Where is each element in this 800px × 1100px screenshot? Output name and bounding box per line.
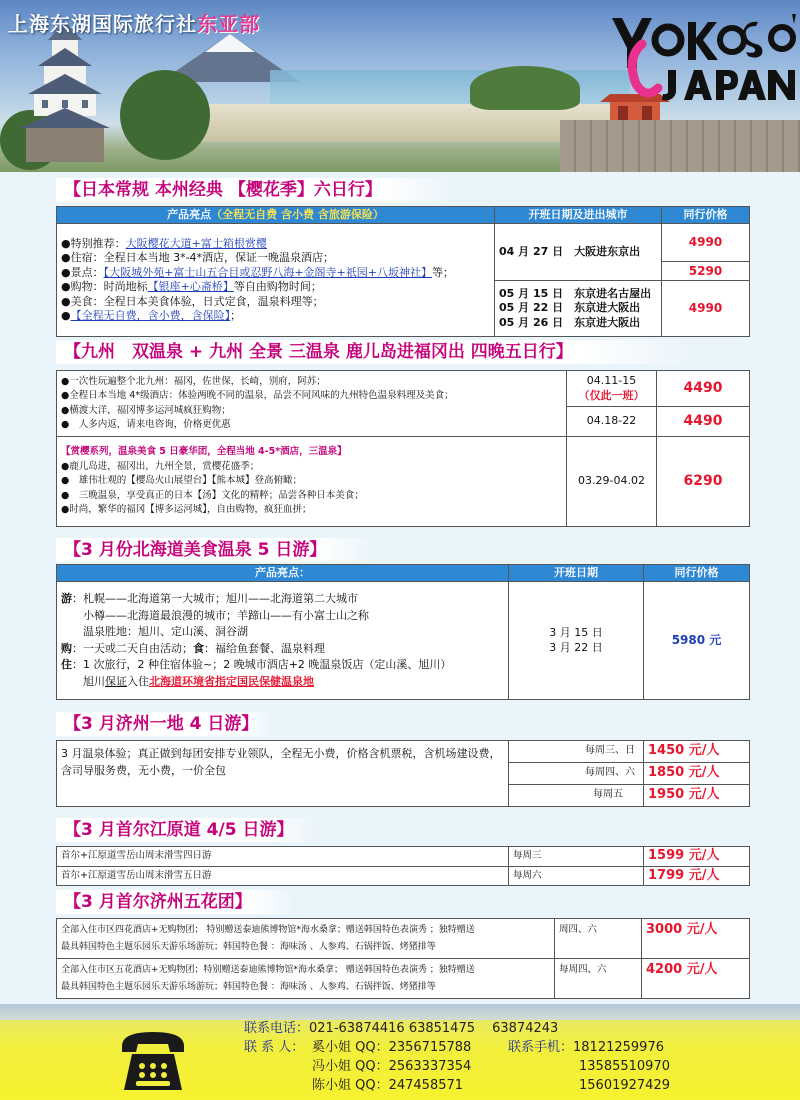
yokoso-japan-logo xyxy=(606,8,796,104)
price-cell: 5290 xyxy=(662,262,750,281)
tour-description-cell: 全部入住市区四花酒店+无购物团； 特别赠送泰迪熊博物馆*海水桑拿；赠送韩国特色表演秀 ；独特赠送 最具韩国特色主题乐园乐天游乐场游玩；韩国特色餐 ：海味汤 、人参鸡、石锅拌饭、烤猪排等 xyxy=(57,919,555,959)
jeju-tour-table xyxy=(56,740,750,807)
stone-wall-illustration xyxy=(560,120,800,172)
date-cell: 周四、六 xyxy=(555,919,642,959)
contact-phone-line: 联系电话：021-63874416 63851475 63874243 xyxy=(244,1021,559,1036)
date-cell: 每周四、六 xyxy=(509,763,644,785)
price-cell: 1599 元/人 xyxy=(644,847,750,867)
header-price: 同行价格 xyxy=(644,565,750,582)
table-row xyxy=(57,741,750,763)
highlights-cell: 游：札幌——北海道第一大城市；旭川——北海道第二大城市 小樽——北海道最浪漫的城市；羊蹄山——有小富士山之称 温泉胜地：旭川、定山溪、洞谷湖 购：一天或二天自由活动；食：福给鱼套餐、温泉料理 住：1 次旅行，2 种住宿体验~；2 晚城市酒店+2 晚温泉饭店（定山溪、旭川） 旭川保证入住北海道环境省指定国民保健温泉地 xyxy=(57,582,509,700)
price-cell: 4990 xyxy=(662,281,750,337)
price-cell: 1950 元/人 xyxy=(644,785,750,807)
highlights-cell: ●特别推荐：大阪樱花大道+富士箱根赏樱 ●住宿：全程日本当地 3*-4*酒店，保证一晚温泉酒店； ●景点：【大阪城外苑+富士山五合目或忍野八海+金阁寺+祇园+八坂神社】等； ●购物：时尚地标【银座+心斋桥】等自由购物时间； ●美食：全程日本美食体验，日式定食，温泉料理等； ●【全程无自费，含小费，含保险】； xyxy=(57,224,495,337)
section-title-seoul-jeju: 【3 月首尔济州五花团】 xyxy=(56,890,296,914)
tree-illustration xyxy=(120,70,210,160)
price-cell: 1850 元/人 xyxy=(644,763,750,785)
section-title-kyushu: 【九州 双温泉 + 九州 全景 三温泉 鹿儿岛进福冈出 四晚五日行】 xyxy=(56,340,696,364)
date-cell: 05 月 15 日 东京进名古屋出 05 月 22 日 东京进大阪出 05 月 26 日 东京进大阪出 xyxy=(495,281,662,337)
date-cell: 03.29-04.02 xyxy=(567,437,657,527)
table-row xyxy=(57,847,750,867)
agency-name: 上海东湖国际旅行社 xyxy=(8,12,197,36)
section-title-jeju: 【3 月济州一地 4 日游】 xyxy=(56,712,276,736)
date-cell: 每周四、六 xyxy=(555,959,642,999)
table-header-row xyxy=(57,207,750,224)
section-title-gangwon: 【3 月首尔江原道 4/5 日游】 xyxy=(56,818,316,842)
price-cell: 1799 元/人 xyxy=(644,866,750,886)
price-cell: 4990 xyxy=(662,224,750,262)
date-cell: 每周三 xyxy=(509,847,644,867)
table-row xyxy=(57,437,750,527)
honshu-tour-table xyxy=(56,206,750,337)
price-cell: 4490 xyxy=(657,407,750,437)
date-cell: 04 月 27 日 大阪进东京出 xyxy=(495,224,662,281)
header-price: 同行价格 xyxy=(662,207,750,224)
contact-person-line: 陈小姐 QQ：247458571 15601927429 xyxy=(312,1078,670,1093)
date-cell: 3 月 15 日 3 月 22 日 xyxy=(509,582,644,700)
table-row xyxy=(57,371,750,407)
table-row xyxy=(57,866,750,886)
agency-title xyxy=(8,8,260,37)
tour-name-cell: 首尔+江原道雪岳山周末滑雪四日游 xyxy=(57,847,509,867)
date-cell: 每周三、日 xyxy=(509,741,644,763)
price-cell: 3000 元/人 xyxy=(642,919,750,959)
tour-name-cell: 首尔+江原道雪岳山周末滑雪五日游 xyxy=(57,866,509,886)
table-header-row xyxy=(57,565,750,582)
agency-department: 东亚部 xyxy=(197,12,260,36)
header-highlights: 产品亮点（全程无自费 含小费 含旅游保险） xyxy=(57,207,495,224)
gangwon-tour-table xyxy=(56,846,750,886)
kyushu-tour-table xyxy=(56,370,750,527)
contact-person-line: 冯小姐 QQ：2563337354 13585510970 xyxy=(312,1059,670,1074)
header-banner xyxy=(0,0,800,172)
header-dates: 开班日期及进出城市 xyxy=(495,207,662,224)
contact-person-line: 联 系 人： 奚小姐 QQ：2356715788 联系手机：18121259976 xyxy=(244,1040,664,1055)
table-row xyxy=(57,959,750,999)
date-cell: 每周五 xyxy=(509,785,644,807)
table-row xyxy=(57,919,750,959)
tree-illustration xyxy=(470,66,580,110)
date-cell: 04.18-22 xyxy=(567,407,657,437)
price-cell: 4200 元/人 xyxy=(642,959,750,999)
castle-illustration xyxy=(20,22,110,162)
price-cell: 6290 xyxy=(657,437,750,527)
description-cell: 3 月温泉体验；真正做到每团安排专业领队，全程无小费，价格含机票税，含机场建设费，含司导服务费，无小费，一价全包 xyxy=(57,741,509,807)
hokkaido-tour-table xyxy=(56,564,750,700)
price-cell: 5980 元 xyxy=(644,582,750,700)
table-row xyxy=(57,582,750,700)
seoul-jeju-tour-table xyxy=(56,918,750,999)
highlights-cell: ●一次性玩遍整个北九州：福冈，佐世保，长崎，别府，阿苏； ●全程日本当地 4*级酒店：体验两晚不同的温泉，品尝不同风味的九州特色温泉料理及美食； ●横渡大洋，福冈博多运河城疯狂购物； ● 人多内返，请来电咨询，价格更优惠 xyxy=(57,371,567,437)
price-cell: 1450 元/人 xyxy=(644,741,750,763)
section-title-hokkaido: 【3 月份北海道美食温泉 5 日游】 xyxy=(56,538,376,562)
section-title-honshu: 【日本常规 本州经典 【樱花季】六日行】 xyxy=(56,178,456,202)
header-dates: 开班日期 xyxy=(509,565,644,582)
telephone-icon xyxy=(118,1024,188,1094)
tour-description-cell: 全部入住市区五花酒店+无购物团；特别赠送泰迪熊博物馆*海水桑拿； 赠送韩国特色表演秀 ；独特赠送 最具韩国特色主题乐园乐天游乐场游玩；韩国特色餐 ：海味汤 、人参鸡、石锅拌饭、烤猪排等 xyxy=(57,959,555,999)
highlights-cell: 【赏樱系列，温泉美食 5 日豪华团，全程当地 4-5*酒店，三温泉】 ●鹿儿岛进，福冈出，九州全景，赏樱花盛季； ● 雄伟壮观的【樱岛火山展望台】【熊本城】登高俯瞰； ● 三晚温泉，享受真正的日本【汤】文化的精粹；品尝各种日本美食； ●时尚，繁华的福冈【博多运河城】，自由购物，疯狂血拼； xyxy=(57,437,567,527)
header-highlights: 产品亮点： xyxy=(57,565,509,582)
price-cell: 4490 xyxy=(657,371,750,407)
date-cell: 每周六 xyxy=(509,866,644,886)
table-row xyxy=(57,224,750,262)
date-cell: 04.11-15 （仅此一班） xyxy=(567,371,657,407)
